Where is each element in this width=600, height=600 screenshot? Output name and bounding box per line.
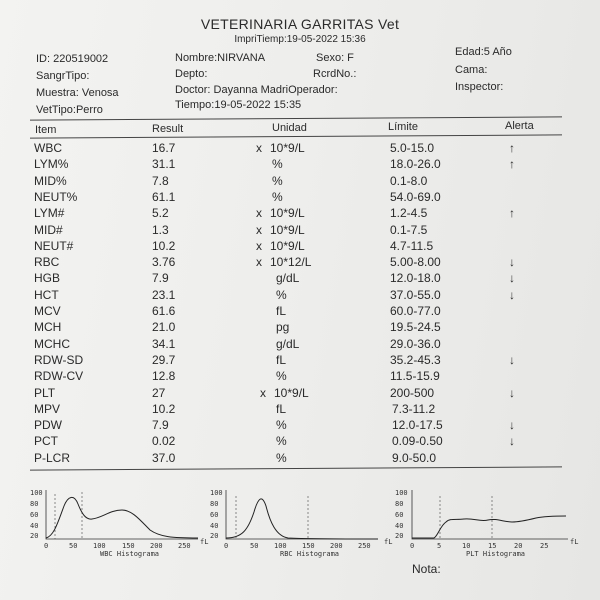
table-row — [0, 223, 600, 239]
col-header-unit: Unidad — [272, 122, 307, 134]
sample-type: Muestra: Venosa — [36, 87, 119, 99]
row-limit: 5.00-8.00 — [390, 255, 441, 270]
rbc-histogram-label: RBC Histograma — [280, 550, 340, 558]
clinic-title: VETERINARIA GARRITAS Vet — [200, 16, 400, 32]
x-tick: 150 — [302, 542, 315, 550]
rbc-histogram — [208, 482, 393, 560]
row-alert: ↑ — [509, 157, 515, 172]
y-tick: 20 — [210, 532, 219, 540]
row-limit: 37.0-55.0 — [390, 287, 441, 302]
row-alert: ↓ — [509, 287, 515, 302]
row-item: MCHC — [34, 336, 70, 351]
x-tick: 5 — [437, 542, 442, 550]
table-row — [0, 434, 600, 450]
col-header-item: Item — [35, 124, 57, 136]
wbc-histogram-label: WBC Histograma — [100, 550, 160, 558]
plt-histogram — [384, 482, 584, 560]
row-unit: 10*9/L — [270, 222, 305, 237]
x-unit: fL — [200, 538, 209, 546]
x-tick: 0 — [410, 542, 415, 550]
col-header-limit: Límite — [388, 121, 418, 133]
row-limit: 35.2-45.3 — [390, 352, 441, 367]
row-result: 3.76 — [152, 255, 176, 270]
row-x: x — [256, 141, 262, 155]
row-unit: % — [272, 173, 283, 188]
row-result: 0.02 — [152, 434, 176, 449]
row-limit: 18.0-26.0 — [390, 157, 441, 172]
row-result: 29.7 — [152, 352, 176, 367]
x-tick: 25 — [540, 542, 549, 550]
row-unit: fL — [276, 401, 287, 416]
row-result: 5.2 — [152, 206, 169, 221]
row-item: WBC — [34, 141, 62, 155]
row-result: 16.7 — [152, 141, 176, 155]
row-result: 37.0 — [152, 450, 176, 465]
table-row — [0, 337, 600, 353]
row-alert: ↓ — [509, 418, 515, 433]
department: Depto: — [175, 68, 208, 80]
row-limit: 200-500 — [390, 385, 435, 400]
row-limit: 0.1-8.0 — [390, 173, 428, 188]
row-item: P-LCR — [34, 450, 71, 465]
table-row — [0, 304, 600, 320]
row-x: x — [256, 238, 262, 253]
row-unit: % — [276, 418, 287, 433]
patient-age: Edad:5 Año — [455, 46, 512, 58]
row-unit: % — [276, 287, 287, 302]
row-item: PDW — [34, 418, 62, 433]
y-tick: 60 — [210, 511, 219, 519]
row-item: LYM% — [34, 157, 69, 172]
x-tick: 150 — [122, 542, 135, 550]
x-tick: 50 — [69, 542, 78, 550]
row-result: 61.1 — [152, 189, 176, 204]
x-tick: 0 — [224, 542, 229, 550]
sample-time: Tiempo:19-05-2022 15:35 — [175, 99, 302, 111]
plt-curve — [412, 516, 566, 538]
row-result: 12.8 — [152, 369, 176, 384]
row-alert: ↓ — [509, 434, 515, 449]
y-tick: 20 — [395, 532, 404, 540]
x-unit: fL — [570, 538, 579, 546]
row-unit: fL — [276, 352, 287, 367]
row-result: 7.9 — [152, 418, 169, 433]
table-row — [0, 190, 600, 206]
row-item: NEUT% — [34, 189, 78, 204]
x-tick: 15 — [488, 542, 497, 550]
row-result: 7.8 — [152, 173, 169, 188]
row-item: MID# — [34, 222, 63, 237]
row-limit: 11.5-15.9 — [390, 369, 440, 384]
row-item: HCT — [34, 287, 59, 302]
row-unit: pg — [276, 320, 290, 335]
x-tick: 10 — [462, 542, 471, 550]
plt-markers — [440, 496, 492, 539]
y-tick: 80 — [395, 500, 404, 508]
rbc-curve — [226, 499, 378, 539]
row-item: MCH — [34, 320, 62, 335]
table-row — [0, 141, 600, 157]
row-result: 31.1 — [152, 157, 176, 172]
row-unit: 10*9/L — [270, 238, 305, 253]
row-result: 7.9 — [152, 271, 169, 286]
row-alert: ↓ — [509, 385, 515, 400]
y-tick: 40 — [210, 522, 219, 530]
table-header-rule — [30, 134, 562, 138]
row-item: MPV — [34, 401, 61, 416]
table-row — [0, 418, 600, 434]
vet-type: VetTipo:Perro — [36, 104, 103, 116]
table-row — [0, 320, 600, 336]
row-unit: % — [276, 434, 287, 449]
row-item: PCT — [34, 434, 58, 449]
row-x: x — [256, 206, 262, 221]
row-result: 1.3 — [152, 222, 169, 237]
row-alert: ↑ — [509, 141, 515, 155]
blood-type: SangrTipo: — [36, 70, 90, 82]
row-unit: % — [272, 189, 283, 204]
row-unit: 10*9/L — [274, 385, 309, 400]
bed: Cama: — [455, 64, 488, 76]
row-limit: 12.0-17.5 — [392, 418, 443, 433]
row-item: MCV — [34, 304, 61, 318]
y-tick: 40 — [395, 522, 404, 530]
inspector: Inspector: — [455, 81, 504, 93]
row-unit: 10*9/L — [270, 206, 305, 221]
plt-histogram-label: PLT Histograma — [466, 550, 526, 558]
x-tick: 200 — [150, 542, 163, 550]
row-result: 21.0 — [152, 320, 176, 335]
table-row — [0, 386, 600, 402]
print-time: ImpriTiemp:19-05-2022 15:36 — [234, 34, 366, 45]
plt-axes — [412, 490, 568, 539]
row-unit: % — [276, 450, 287, 465]
table-row — [0, 353, 600, 369]
patient-id: ID: 220519002 — [36, 53, 109, 65]
row-limit: 5.0-15.0 — [390, 141, 435, 155]
wbc-axes — [46, 490, 198, 539]
x-tick: 250 — [358, 542, 371, 550]
y-tick: 60 — [395, 511, 404, 519]
row-item: RDW-SD — [34, 352, 84, 367]
table-row — [0, 255, 600, 271]
col-header-alert: Alerta — [505, 120, 534, 132]
row-alert: ↓ — [509, 352, 515, 367]
row-limit: 9.0-50.0 — [392, 450, 437, 465]
record-number: RcrdNo.: — [313, 68, 357, 80]
row-unit: fL — [276, 304, 287, 318]
row-item: NEUT# — [34, 238, 74, 253]
table-row — [0, 402, 600, 418]
y-tick: 100 — [395, 489, 408, 497]
table-top-rule — [30, 116, 562, 120]
y-tick: 80 — [210, 500, 219, 508]
table-row — [0, 451, 600, 467]
x-tick: 50 — [250, 542, 259, 550]
table-row — [0, 369, 600, 385]
rbc-axes — [226, 490, 378, 539]
x-tick: 100 — [93, 542, 106, 550]
row-limit: 12.0-18.0 — [390, 271, 441, 286]
row-unit: 10*12/L — [270, 255, 312, 270]
row-limit: 60.0-77.0 — [390, 304, 441, 318]
row-x: x — [256, 255, 262, 270]
row-x: x — [256, 222, 262, 237]
y-tick: 40 — [30, 522, 39, 530]
table-row — [0, 239, 600, 255]
row-item: RBC — [34, 255, 60, 270]
y-tick: 20 — [30, 532, 39, 540]
row-unit: % — [272, 157, 283, 172]
wbc-histogram — [22, 482, 212, 560]
y-tick: 80 — [30, 500, 39, 508]
patient-name: Nombre:NIRVANA — [175, 52, 266, 64]
row-unit: 10*9/L — [270, 141, 305, 155]
table-row — [0, 271, 600, 287]
row-item: PLT — [34, 385, 56, 400]
y-tick: 60 — [30, 511, 39, 519]
row-limit: 0.1-7.5 — [390, 222, 428, 237]
x-unit-left: fL — [384, 538, 393, 546]
table-row — [0, 174, 600, 190]
row-unit: g/dL — [276, 336, 300, 351]
row-limit: 4.7-11.5 — [390, 238, 434, 253]
row-unit: % — [276, 369, 287, 384]
patient-sex: Sexo: F — [316, 52, 354, 64]
row-limit: 0.09-0.50 — [392, 434, 443, 449]
row-unit: g/dL — [276, 271, 300, 286]
row-limit: 7.3-11.2 — [392, 401, 436, 416]
wbc-curve — [46, 497, 198, 538]
x-tick: 200 — [330, 542, 343, 550]
row-item: RDW-CV — [34, 369, 84, 384]
row-alert: ↑ — [509, 206, 515, 221]
table-row — [0, 288, 600, 304]
row-result: 10.2 — [152, 238, 176, 253]
doctor-operator: Doctor: Dayanna MadriOperador: — [175, 84, 338, 96]
row-limit: 54.0-69.0 — [390, 189, 441, 204]
row-limit: 29.0-36.0 — [390, 336, 441, 351]
row-limit: 1.2-4.5 — [390, 206, 428, 221]
y-tick: 100 — [210, 489, 223, 497]
row-result: 27 — [152, 385, 166, 400]
col-header-result: Result — [152, 123, 184, 135]
row-item: HGB — [34, 271, 61, 286]
table-row — [0, 206, 600, 222]
x-tick: 250 — [178, 542, 191, 550]
row-alert: ↓ — [509, 271, 515, 286]
row-item: LYM# — [34, 206, 65, 221]
table-bottom-rule — [30, 466, 562, 470]
row-result: 10.2 — [152, 401, 176, 416]
row-result: 61.6 — [152, 304, 176, 318]
x-tick: 0 — [44, 542, 49, 550]
notes-label: Nota: — [412, 562, 441, 576]
rbc-markers — [236, 496, 308, 539]
row-alert: ↓ — [509, 255, 515, 270]
row-limit: 19.5-24.5 — [390, 320, 441, 335]
x-tick: 100 — [274, 542, 287, 550]
row-x: x — [260, 385, 266, 400]
x-tick: 20 — [514, 542, 523, 550]
row-result: 23.1 — [152, 287, 176, 302]
table-row — [0, 157, 600, 173]
row-result: 34.1 — [152, 336, 176, 351]
row-item: MID% — [34, 173, 67, 188]
y-tick: 100 — [30, 489, 43, 497]
